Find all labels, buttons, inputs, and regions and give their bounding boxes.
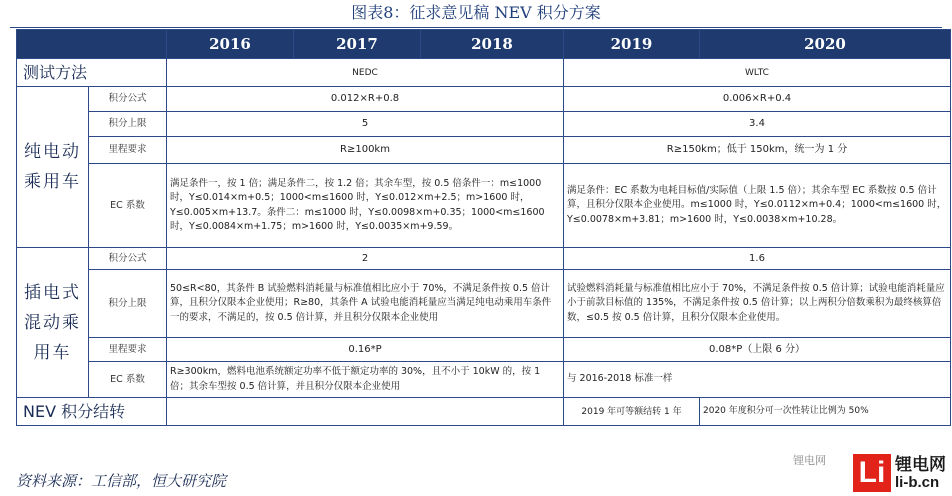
phev-cap-row	[17, 270, 951, 338]
brand-logo-icon: Li	[853, 454, 891, 492]
test-method-label: 测试方法	[17, 59, 167, 87]
year-2020: 2020	[700, 30, 951, 59]
transfer-row	[17, 398, 951, 426]
header-blank	[17, 30, 167, 59]
phev-range-2019-2020: 0.08*P（上限 6 分）	[564, 338, 951, 362]
phev-cap-label: 积分上限	[89, 270, 167, 338]
phev-formula-label: 积分公式	[89, 248, 167, 270]
transfer-2016-2018	[167, 398, 564, 426]
transfer-2020: 2020 年度积分可一次性转让比例为 50%	[700, 398, 951, 426]
phev-cap-2019-2020: 试验燃料消耗量与标准值相比应小于 70%，不满足条件按 0.5 倍计算；试验电能消耗量应小于前款目标值的 135%，不满足条件按 0.5 倍计算；以上两积分倍数乘积为最终核算倍数，≤0.5 按 0.5 倍计算，且积分仅限本企业使用。	[564, 270, 951, 338]
phev-range-2016-2018: 0.16*P	[167, 338, 564, 362]
bev-range-2016-2018: R≥100km	[167, 137, 564, 164]
test-method-2016-2018: NEDC	[167, 59, 564, 87]
watermark-url: li-b.cn	[895, 473, 940, 491]
phev-range-label: 里程要求	[89, 338, 167, 362]
bev-cap-2019-2020: 3.4	[564, 112, 951, 137]
year-2017: 2017	[294, 30, 421, 59]
phev-formula-2016-2018: 2	[167, 248, 564, 270]
bev-range-row	[17, 137, 951, 164]
figure-title: 图表8：征求意见稿 NEV 积分方案	[351, 3, 601, 22]
test-method-row	[17, 59, 951, 87]
bev-cap-2016-2018: 5	[167, 112, 564, 137]
phev-cap-2016-2018: 50≤R<80，其条件 B 试验燃料消耗量与标准值相比应小于 70%，不满足条件按 0.5 倍计算，且积分仅限本企业使用；R≥80，其条件 A 试验电能消耗量应当满足纯电动乘用车条件一的要求，不满足的，按 0.5 倍计算，并且积分仅限本企业使用	[167, 270, 564, 338]
phev-ec-2019-2020: 与 2016-2018 标准一样	[564, 362, 951, 398]
bev-formula-2019-2020: 0.006×R+0.4	[564, 87, 951, 112]
bev-formula-row	[17, 87, 951, 112]
year-2016: 2016	[167, 30, 294, 59]
title-divider	[10, 27, 942, 28]
phev-ec-row	[17, 362, 951, 398]
phev-range-row	[17, 338, 951, 362]
bev-range-2019-2020: R≥150km；低于 150km，统一为 1 分	[564, 137, 951, 164]
year-2018: 2018	[421, 30, 564, 59]
bev-cap-label: 积分上限	[89, 112, 167, 137]
phev-group-label: 插电式混动乘用车	[17, 248, 89, 398]
bev-group-label: 纯电动乘用车	[17, 87, 89, 248]
year-2019: 2019	[564, 30, 700, 59]
header-row	[17, 30, 951, 59]
transfer-label: NEV 积分结转	[17, 398, 167, 426]
bev-formula-2016-2018: 0.012×R+0.8	[167, 87, 564, 112]
bev-cap-row	[17, 112, 951, 137]
bev-formula-label: 积分公式	[89, 87, 167, 112]
bev-ec-row	[17, 164, 951, 248]
bev-ec-label: EC 系数	[89, 164, 167, 248]
phev-ec-2016-2018: R≥300km，燃料电池系统额定功率不低于额定功率的 30%，且不小于 10kW 的，按 1 倍；其余车型按 0.5 倍计算，并且积分仅限本企业使用	[167, 362, 564, 398]
phev-ec-label: EC 系数	[89, 362, 167, 398]
bev-ec-2019-2020: 满足条件：EC 系数为电耗目标值/实际值（上限 1.5 倍）；其余车型 EC 系数按 0.5 倍计算，且积分仅限本企业使用。m≤1000 时，Y≤0.0112×m+0.4；1000<m≤1600 时，Y≤0.0078×m+3.81；m>1600 时，Y≤0.0038×m+10.28。	[564, 164, 951, 248]
transfer-2019: 2019 年可等额结转 1 年	[564, 398, 700, 426]
nev-credit-table	[16, 29, 951, 426]
bev-ec-2016-2018: 满足条件一，按 1 倍；满足条件二，按 1.2 倍；其余车型，按 0.5 倍条件一：m≤1000 时，Y≤0.014×m+0.5；1000<m≤1600 时，Y≤0.012×m+2.5；m>1600 时，Y≤0.005×m+13.7。条件二：m≤1000 时，Y≤0.0098×m+0.35；1000<m≤1600 时，Y≤0.0084×m+1.75；m>1600 时，Y≤0.0035×m+9.59。	[167, 164, 564, 248]
bev-range-label: 里程要求	[89, 137, 167, 164]
phev-formula-row	[17, 248, 951, 270]
watermark-faint-text: 锂电网	[793, 454, 826, 467]
phev-formula-2019-2020: 1.6	[564, 248, 951, 270]
watermark	[853, 454, 946, 492]
source-note: 资料来源：工信部，恒大研究院	[16, 472, 227, 490]
watermark-name: 锂电网	[895, 454, 946, 474]
watermark-text	[895, 455, 946, 492]
test-method-2019-2020: WLTC	[564, 59, 951, 87]
